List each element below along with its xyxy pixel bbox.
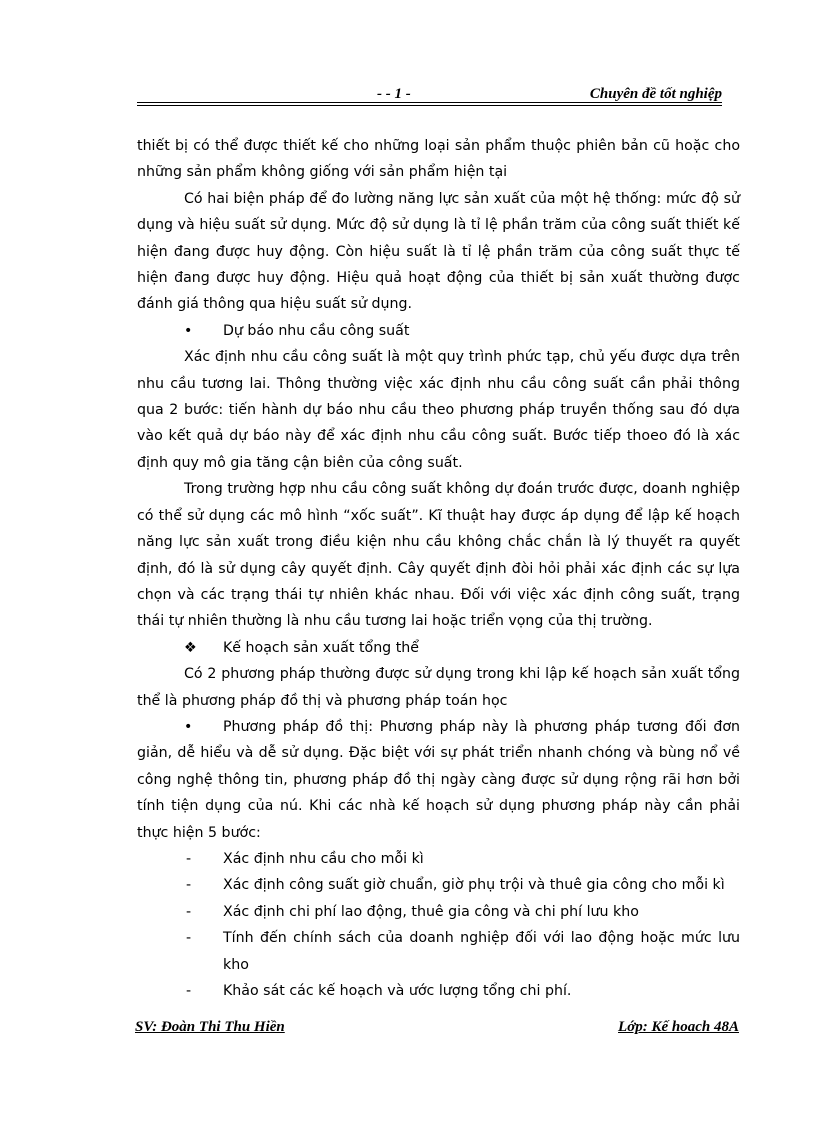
paragraph-decision-tree: Trong trường hợp nhu cầu công suất không dự đoán trước được, doanh nghiệp có thể sử dụng các mô hình “xốc suất”. Kĩ thuật hay được áp dụng để lập kế hoạch năng lực sản xuất trong điều kiện nhu cầu không chắc chắn là lý thuyết ra quyết định, đó là sử dụng cây quyết định. Cây quyết định đòi hỏi phải xác định các sự lựa chọn và các trạng thái tự nhiên khác nhau. Đối với việc xác định công suất, trạng thái tự nhiên thường là nhu cầu tương lai hoặc triển vọng của thị trường. [137, 481, 740, 630]
student-name: SV: Đoàn Thi Thu Hiền [135, 1019, 285, 1035]
paragraph-methods: Có 2 phương pháp thường được sử dụng trong khi lập kế hoạch sản xuất tổng thể là phương pháp đồ thị và phương pháp toán học [137, 666, 740, 709]
paragraph-capacity-measures: Có hai biện pháp để đo lường năng lực sản xuất của một hệ thống: mức độ sử dụng và hiệu suất sử dụng. Mức độ sử dụng là tỉ lệ phần trăm của công suất thiết kế hiện đang được huy động. Còn hiệu suất là tỉ lệ phần trăm của công suất thực tế hiện đang được huy động. Hiệu quả hoạt động của thiết bị sản xuất thường được đánh giá thông qua hiệu suất sử dụng. [137, 190, 740, 313]
paragraph-continuation: thiết bị có thể được thiết kế cho những loại sản phẩm thuộc phiên bản cũ hoặc cho những sản phẩm không giống với sản phẩm hiện tại [137, 138, 740, 181]
step-item [137, 872, 740, 898]
diamond-bullet-icon: ❖ [184, 639, 197, 656]
step-label: Xác định chi phí lao động, thuê gia công và chi phí lưu kho [223, 903, 639, 920]
step-label: Tính đến chính sách của doanh nghiệp đối với lao động hoặc mức lưu kho [223, 930, 740, 973]
section-aggregate-planning [137, 635, 740, 661]
bullet-forecast-capacity [137, 318, 740, 344]
bullet-text: Phương pháp đồ thị: Phương pháp này là phương pháp tương đối đơn giản, dễ hiểu và dễ sử dụng. Đặc biệt với sự phát triển nhanh chóng và bùng nổ về công nghệ thông tin, phương pháp đồ thị ngày càng được sử dụng rộng rãi hơn bởi tính tiện dụng của nú. Khi các nhà kế hoạch sử dụng phương pháp này cần phải thực hiện 5 bước: [137, 718, 740, 841]
bullet-icon: • [184, 322, 193, 339]
header-rule-secondary [137, 105, 722, 106]
paragraph-capacity-demand: Xác định nhu cầu công suất là một quy trình phức tạp, chủ yếu được dựa trên nhu cầu tương lai. Thông thường việc xác định nhu cầu công suất cần phải thông qua 2 bước: tiến hành dự báo nhu cầu theo phương pháp truyền thống sau đó dựa vào kết quả dự báo này để xác định nhu cầu công suất. Bước tiếp thoeo đó là xác định quy mô gia tăng cận biên của công suất. [137, 349, 740, 471]
bullet-icon: • [184, 718, 193, 735]
step-item [137, 899, 740, 925]
step-item [137, 846, 740, 872]
bullet-label: Dự báo nhu cầu công suất [223, 322, 410, 339]
page-body [137, 133, 740, 1004]
dash-icon: - [186, 850, 192, 867]
header-rule [137, 102, 722, 103]
dash-icon: - [186, 930, 192, 947]
page-footer [135, 1019, 739, 1039]
step-item [137, 978, 740, 1004]
class-name: Lớp: Kế hoach 48A [618, 1019, 739, 1035]
dash-icon: - [186, 903, 192, 920]
bullet-graph-method [137, 714, 740, 846]
step-item [137, 925, 740, 978]
section-label: Kế hoạch sản xuất tổng thể [223, 639, 419, 656]
step-label: Xác định công suất giờ chuẩn, giờ phụ trội và thuê gia công cho mỗi kì [223, 877, 725, 894]
document-title: Chuyên đề tốt nghiệp [589, 86, 722, 102]
page-number: - - 1 - [377, 86, 411, 102]
dash-icon: - [186, 983, 192, 999]
step-label: Khảo sát các kế hoạch và ước lượng tổng chi phí. [223, 983, 572, 999]
page-header [137, 84, 722, 104]
dash-icon: - [186, 877, 192, 894]
step-label: Xác định nhu cầu cho mỗi kì [223, 850, 424, 867]
